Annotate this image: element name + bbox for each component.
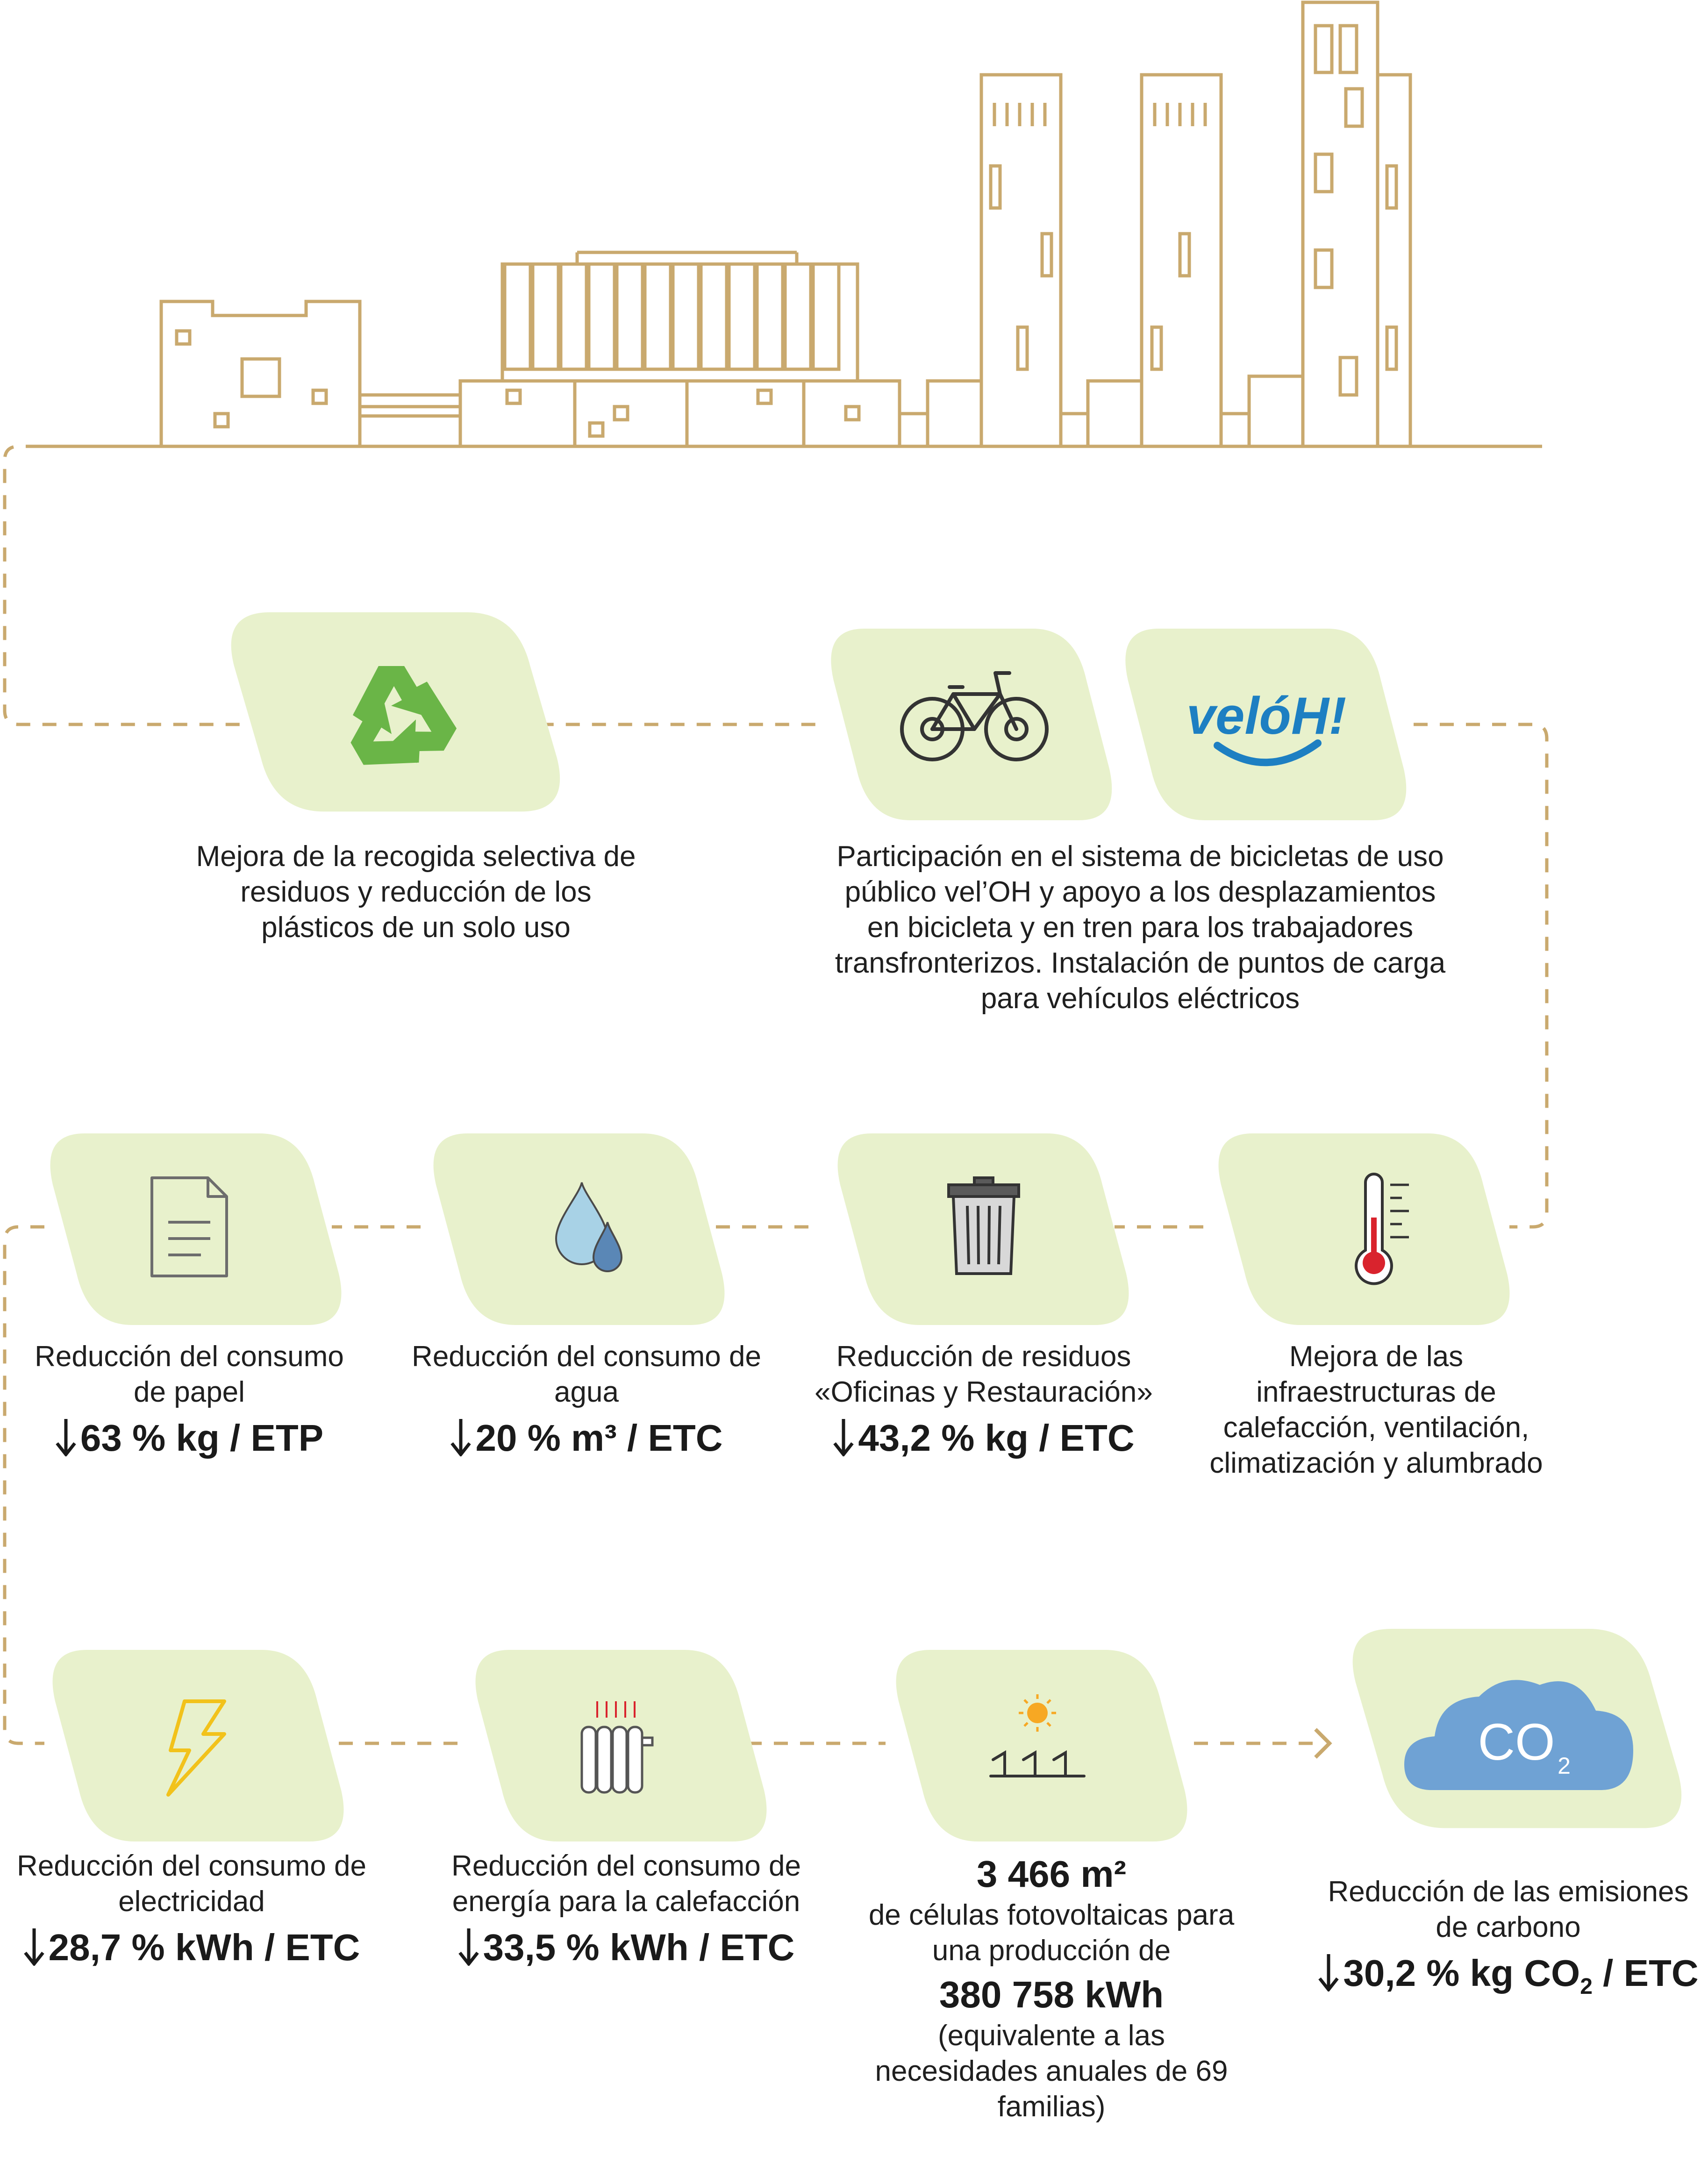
water-metric-value: 20 % m³ / ETC bbox=[475, 1417, 723, 1459]
bikes-text: Participación en el sistema de bicicletas de uso público vel’OH y apoyo a los desplazamientos en bicicleta y en tren para los trabajadores transfronterizos. Instalación de puntos de carga para vehículos eléctricos bbox=[835, 840, 1446, 1015]
trash-bin-icon bbox=[949, 1178, 1019, 1274]
carbon-metric-prefix: 30,2 % kg CO bbox=[1343, 1952, 1580, 1994]
waste-metric bbox=[813, 1415, 1154, 1462]
down-arrow-icon bbox=[458, 1927, 479, 1966]
item-paper bbox=[19, 1339, 360, 1462]
heating-text: Reducción del consumo de energía para la calefacción bbox=[451, 1850, 801, 1918]
item-heating bbox=[421, 1848, 832, 1971]
item-carbon bbox=[1308, 1874, 1708, 2010]
solar-area: 3 466 m² bbox=[976, 1853, 1127, 1895]
down-arrow-icon bbox=[23, 1927, 45, 1966]
solar-production: 380 758 kWh bbox=[939, 1974, 1164, 2015]
item-hvac bbox=[1206, 1339, 1547, 1481]
icon-pads bbox=[50, 612, 1682, 1841]
down-arrow-icon bbox=[450, 1417, 472, 1456]
item-bikes bbox=[832, 839, 1449, 1017]
item-electricity bbox=[0, 1848, 383, 1971]
solar-text1: de células fotovoltaicas para una producción de bbox=[868, 1899, 1235, 1967]
item-recycling bbox=[182, 839, 650, 946]
hvac-text: Mejora de las infraestructuras de calefacción, ventilación, climatización y alumbrado bbox=[1209, 1340, 1543, 1479]
carbon-metric-sub: 2 bbox=[1580, 1974, 1593, 1999]
electricity-text: Reducción del consumo de electricidad bbox=[17, 1850, 366, 1918]
pad-solar bbox=[896, 1650, 1187, 1841]
item-solar bbox=[865, 1851, 1238, 2125]
pad-recycling bbox=[231, 612, 560, 811]
water-text: Reducción del consumo de agua bbox=[412, 1340, 761, 1408]
paper-text: Reducción del consumo de papel bbox=[35, 1340, 344, 1408]
down-arrow-icon bbox=[1318, 1952, 1339, 1992]
heating-metric-value: 33,5 % kWh / ETC bbox=[483, 1927, 795, 1968]
flow-arrowhead bbox=[1315, 1729, 1329, 1757]
co2-cloud-sub: 2 bbox=[1558, 1753, 1571, 1779]
svg-text:velóH!: velóH! bbox=[1186, 687, 1347, 745]
carbon-text: Reducción de las emisiones de carbono bbox=[1328, 1876, 1689, 1943]
paper-metric bbox=[19, 1415, 360, 1462]
pad-paper bbox=[50, 1133, 342, 1325]
down-arrow-icon bbox=[833, 1417, 854, 1456]
item-waste bbox=[813, 1339, 1154, 1462]
item-water bbox=[411, 1339, 762, 1462]
co2-cloud-label: CO bbox=[1478, 1713, 1555, 1771]
carbon-metric bbox=[1308, 1950, 1708, 2010]
waste-text: Reducción de residuos «Oficinas y Restauración» bbox=[815, 1340, 1153, 1408]
solar-text2: (equivalente a las necesidades anuales de 69 familias) bbox=[875, 2020, 1228, 2123]
heating-metric bbox=[421, 1924, 832, 1971]
recycling-text: Mejora de la recogida selectiva de residuos y reducción de los plásticos de un solo uso bbox=[196, 840, 636, 944]
electricity-metric bbox=[0, 1924, 383, 1971]
pad-electricity bbox=[53, 1650, 344, 1841]
city-skyline bbox=[40, 2, 1542, 446]
paper-metric-value: 63 % kg / ETP bbox=[80, 1417, 324, 1459]
electricity-metric-value: 28,7 % kWh / ETC bbox=[48, 1927, 360, 1968]
waste-metric-value: 43,2 % kg / ETC bbox=[858, 1417, 1135, 1459]
water-metric bbox=[411, 1415, 762, 1462]
carbon-metric-suffix: / ETC bbox=[1592, 1952, 1699, 1994]
down-arrow-icon bbox=[55, 1417, 77, 1456]
